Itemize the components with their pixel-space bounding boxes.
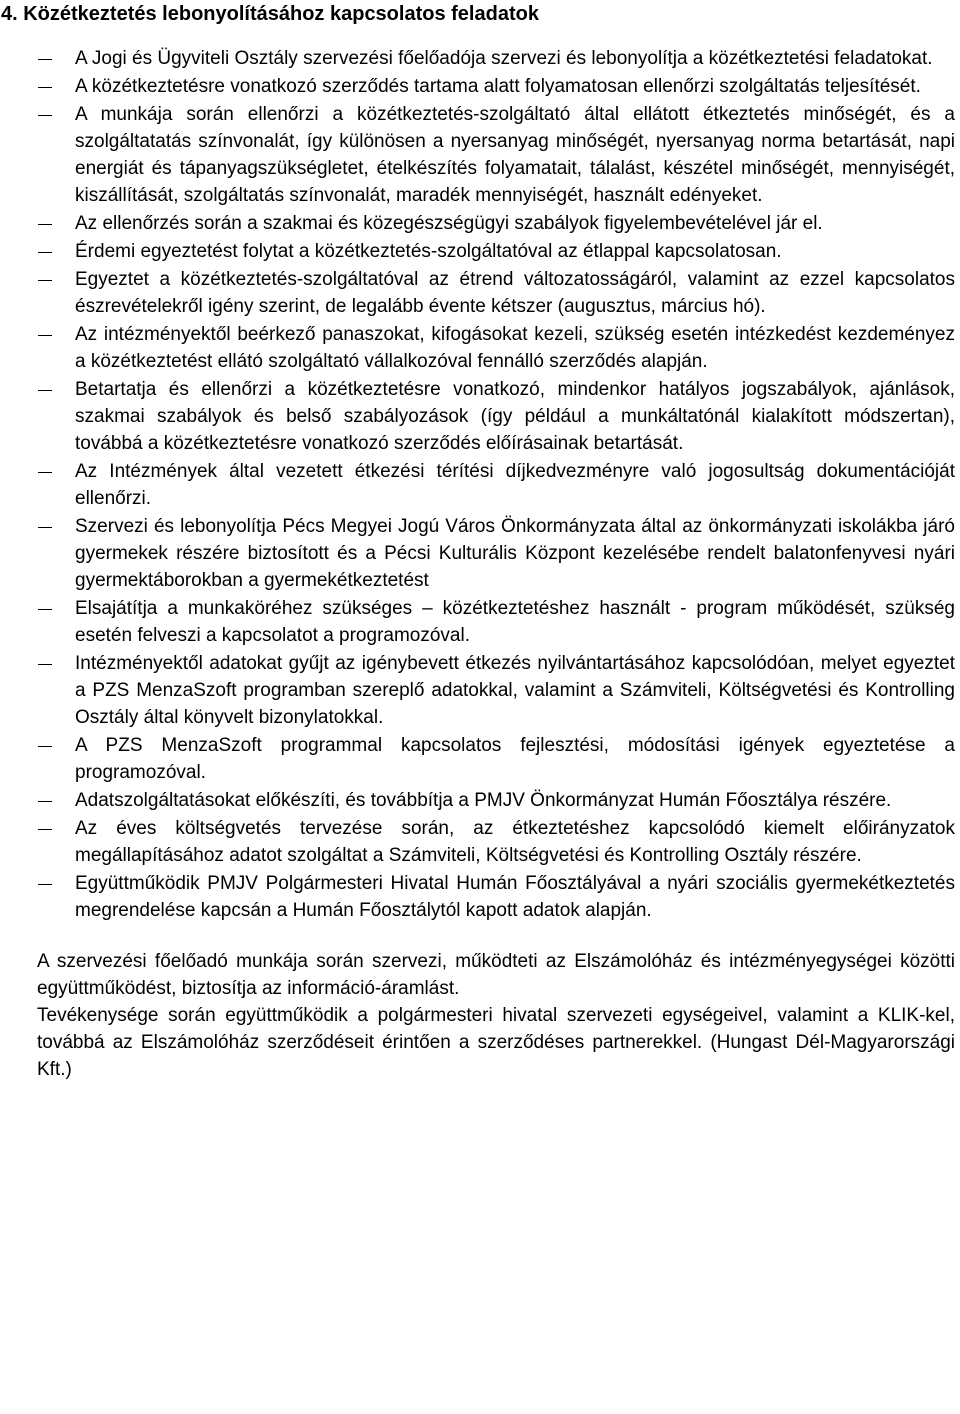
task-item bbox=[0, 651, 955, 732]
dash-bullet-icon bbox=[38, 746, 52, 747]
task-item bbox=[0, 788, 955, 815]
task-text: A munkája során ellenőrzi a közétkeztetés-szolgáltató által ellátott étkeztetés minőségét, és a szolgáltatatás színvonalát, így különösen a nyersanyag minőségét, nyersanyag norma betartását, napi energiát és tápanyagszükségletet, ételkészítés folyamatait, tálalást, készétel minőségét, mennyiségét, kiszállítását, szolgáltatás színvonalát, maradék mennyiségét, használt edényeket. bbox=[75, 104, 955, 206]
task-text: Az intézményektől beérkező panaszokat, kifogásokat kezeli, szükség esetén intézkedést kezdeményez a közétkeztetést ellátó szolgáltató vállalkozóval fennálló szerződés alapján. bbox=[75, 324, 955, 373]
closing-paragraphs bbox=[0, 948, 955, 1083]
dash-bullet-icon bbox=[38, 472, 52, 473]
dash-bullet-icon bbox=[38, 59, 52, 60]
task-text: Az Intézmények által vezetett étkezési térítési díjkedvezményre való jogosultság dokumentációját ellenőrzi. bbox=[75, 461, 955, 509]
task-text: Egyeztet a közétkeztetés-szolgáltatóval az étrend változatosságáról, valamint az ezzel kapcsolatos észrevételekről igény szerint, de legalább évente kétszer (augusztus, március hó). bbox=[75, 269, 955, 318]
task-list bbox=[0, 46, 955, 925]
dash-bullet-icon bbox=[38, 280, 52, 281]
dash-bullet-icon bbox=[38, 390, 52, 391]
task-text: A közétkeztetésre vonatkozó szerződés tartama alatt folyamatosan ellenőrzi szolgáltatás teljesítését. bbox=[75, 76, 921, 98]
task-item bbox=[0, 322, 955, 376]
dash-bullet-icon bbox=[38, 609, 52, 610]
task-text: Elsajátítja a munkaköréhez szükséges – közétkeztetéshez használt - program működését, szükség esetén felveszi a kapcsolatot a programozóval. bbox=[75, 598, 955, 646]
dash-bullet-icon bbox=[38, 87, 52, 88]
task-item bbox=[0, 46, 955, 73]
task-text: Együttműködik PMJV Polgármesteri Hivatal Humán Főosztályával a nyári szociális gyermekétkeztetés megrendelése kapcsán a Humán Főosztálytól kapott adatok alapján. bbox=[75, 873, 955, 921]
dash-bullet-icon bbox=[38, 527, 52, 528]
task-text: Intézményektől adatokat gyűjt az igénybevett étkezés nyilvántartásához kapcsolódóan, melyet egyeztet a PZS MenzaSzoft programban szereplő adatokkal, valamint a Számviteli, Költségvetési és Kontrolling Osztály által könyvelt bizonylatokkal. bbox=[75, 653, 955, 728]
task-item bbox=[0, 816, 955, 870]
dash-bullet-icon bbox=[38, 335, 52, 336]
task-item bbox=[0, 514, 955, 595]
task-item bbox=[0, 211, 955, 238]
dash-bullet-icon bbox=[38, 664, 52, 665]
task-item bbox=[0, 596, 955, 650]
dash-bullet-icon bbox=[38, 252, 52, 253]
task-text: Adatszolgáltatásokat előkészíti, és továbbítja a PMJV Önkormányzat Humán Főosztálya részére. bbox=[75, 789, 892, 811]
task-item bbox=[0, 74, 955, 101]
dash-bullet-icon bbox=[38, 801, 52, 802]
task-text: Szervezi és lebonyolítja Pécs Megyei Jogú Város Önkormányzata által az önkormányzati iskolákba járó gyermekek részére biztosított és a Pécsi Kulturális Központ kezelésébe rendelt balatonfenyvesi nyári gyermektáborokban a gyermekétkeztetést bbox=[75, 516, 955, 591]
section-heading: 4. Közétkeztetés lebonyolításához kapcsolatos feladatok bbox=[1, 3, 539, 25]
task-item bbox=[0, 871, 955, 925]
closing-paragraph: A szervezési főelőadó munkája során szervezi, működteti az Elszámolóház és intézményegységei közötti együttműködést, biztosítja az információ-áramlást. bbox=[37, 950, 955, 999]
task-text: A PZS MenzaSzoft programmal kapcsolatos fejlesztési, módosítási igények egyeztetése a programozóval. bbox=[75, 734, 955, 783]
closing-paragraph: Tevékenysége során együttműködik a polgármesteri hivatal szervezeti egységeivel, valamint a KLIK-kel, továbbá az Elszámolóház szerződéseit érintően a szerződéses partnerekkel. (Hungast Dél-Magyarországi Kft.) bbox=[37, 1004, 955, 1080]
task-text: Érdemi egyeztetést folytat a közétkeztetés-szolgáltatóval az étlappal kapcsolatosan. bbox=[75, 241, 782, 263]
dash-bullet-icon bbox=[38, 884, 52, 885]
task-text: Az ellenőrzés során a szakmai és közegészségügyi szabályok figyelembevételével jár el. bbox=[75, 213, 823, 234]
task-item bbox=[0, 377, 955, 458]
task-item bbox=[0, 459, 955, 513]
dash-bullet-icon bbox=[38, 115, 52, 116]
dash-bullet-icon bbox=[38, 224, 52, 225]
task-item bbox=[0, 239, 955, 266]
task-item bbox=[0, 733, 955, 787]
task-text: Betartatja és ellenőrzi a közétkeztetésre vonatkozó, mindenkor hatályos jogszabályok, ajánlások, szakmai szabályok és belső szabályozások (így például a munkáltatónál kialakított módszertan), továbbá a közétkeztetésre vonatkozó szerződés előírásainak betartását. bbox=[75, 379, 955, 454]
task-text: A Jogi és Ügyviteli Osztály szervezési főelőadója szervezi és lebonyolítja a közétkeztetési feladatokat. bbox=[75, 48, 933, 69]
task-item bbox=[0, 267, 955, 321]
task-item bbox=[0, 102, 955, 210]
dash-bullet-icon bbox=[38, 829, 52, 830]
task-text: Az éves költségvetés tervezése során, az étkeztetéshez kapcsolódó kiemelt előirányzatok megállapításához adatot szolgáltat a Számviteli, Költségvetési és Kontrolling Osztály részére. bbox=[75, 818, 955, 866]
